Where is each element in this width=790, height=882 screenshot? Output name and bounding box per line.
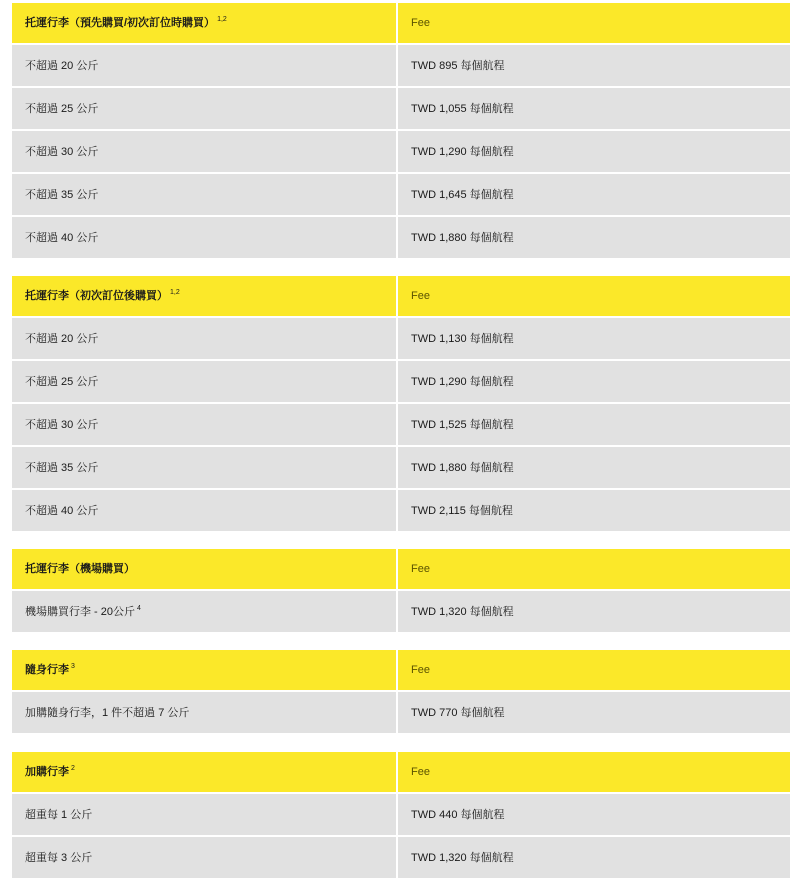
row-price: TWD 440 每個航程 [397, 793, 790, 836]
table-header-title: 托運行李（預先購買/初次訂位時購買） $^{1,2}$ [12, 3, 397, 44]
table-row [12, 590, 790, 632]
row-price: TWD 1,320 每個航程 [397, 590, 790, 632]
table-row [12, 836, 790, 878]
row-price: TWD 1,645 每個航程 [397, 173, 790, 216]
row-item: 機場購買行李 - 20公斤 $^4$ [12, 590, 397, 632]
table-row [12, 87, 790, 130]
row-price: TWD 1,055 每個航程 [397, 87, 790, 130]
table-row [12, 793, 790, 836]
checked-baggage-prepurchase-table [12, 3, 790, 258]
table-row [12, 446, 790, 489]
table-row [12, 691, 790, 733]
table-header-title: 加購行李 $^2$ [12, 752, 397, 793]
footnote-ref: 1,2 [170, 289, 180, 296]
footnote-ref: 2 [71, 765, 75, 772]
table-header-fee: Fee [397, 3, 790, 44]
carry-on-baggage-table [12, 650, 790, 733]
row-price: TWD 1,290 每個航程 [397, 130, 790, 173]
row-item: 加購隨身行李，1 件不超過 7 公斤 [12, 691, 397, 733]
table-header-fee: Fee [397, 752, 790, 793]
table-header-row [12, 752, 790, 793]
table-header-fee: Fee [397, 549, 790, 590]
checked-baggage-airport-table [12, 549, 790, 632]
row-item: 不超過 35 公斤 [12, 173, 397, 216]
table-row [12, 403, 790, 446]
table-header-row [12, 3, 790, 44]
row-price: TWD 1,880 每個航程 [397, 216, 790, 258]
footnote-ref: 4 [137, 604, 141, 612]
row-price: TWD 895 每個航程 [397, 44, 790, 87]
table-header-fee: Fee [397, 276, 790, 317]
table-header-title: 托運行李（初次訂位後購買） $^{1,2}$ [12, 276, 397, 317]
row-item: 超重每 3 公斤 [12, 836, 397, 878]
row-price: TWD 1,320 每個航程 [397, 836, 790, 878]
table-header-row [12, 276, 790, 317]
row-item: 不超過 25 公斤 [12, 360, 397, 403]
row-item: 超重每 1 公斤 [12, 793, 397, 836]
row-price: TWD 770 每個航程 [397, 691, 790, 733]
row-item: 不超過 25 公斤 [12, 87, 397, 130]
table-header-title: 托運行李（機場購買） [12, 549, 397, 590]
extra-baggage-table [12, 752, 790, 878]
table-row [12, 130, 790, 173]
row-price: TWD 1,290 每個航程 [397, 360, 790, 403]
row-price: TWD 1,525 每個航程 [397, 403, 790, 446]
row-item: 不超過 40 公斤 [12, 489, 397, 531]
table-row [12, 317, 790, 360]
table-row [12, 173, 790, 216]
table-header-title: 隨身行李 $^3$ [12, 650, 397, 691]
row-item: 不超過 35 公斤 [12, 446, 397, 489]
table-row [12, 489, 790, 531]
row-price: TWD 1,880 每個航程 [397, 446, 790, 489]
table-header-fee: Fee [397, 650, 790, 691]
row-item: 不超過 30 公斤 [12, 403, 397, 446]
table-row [12, 44, 790, 87]
checked-baggage-post-booking-table [12, 276, 790, 531]
table-header-row [12, 650, 790, 691]
row-item: 不超過 20 公斤 [12, 44, 397, 87]
footnote-ref: 3 [71, 663, 75, 670]
row-price: TWD 1,130 每個航程 [397, 317, 790, 360]
table-row [12, 360, 790, 403]
row-price: TWD 2,115 每個航程 [397, 489, 790, 531]
table-row [12, 216, 790, 258]
row-item: 不超過 30 公斤 [12, 130, 397, 173]
footnote-ref: 1,2 [217, 16, 227, 23]
row-item: 不超過 20 公斤 [12, 317, 397, 360]
row-item: 不超過 40 公斤 [12, 216, 397, 258]
table-header-row [12, 549, 790, 590]
